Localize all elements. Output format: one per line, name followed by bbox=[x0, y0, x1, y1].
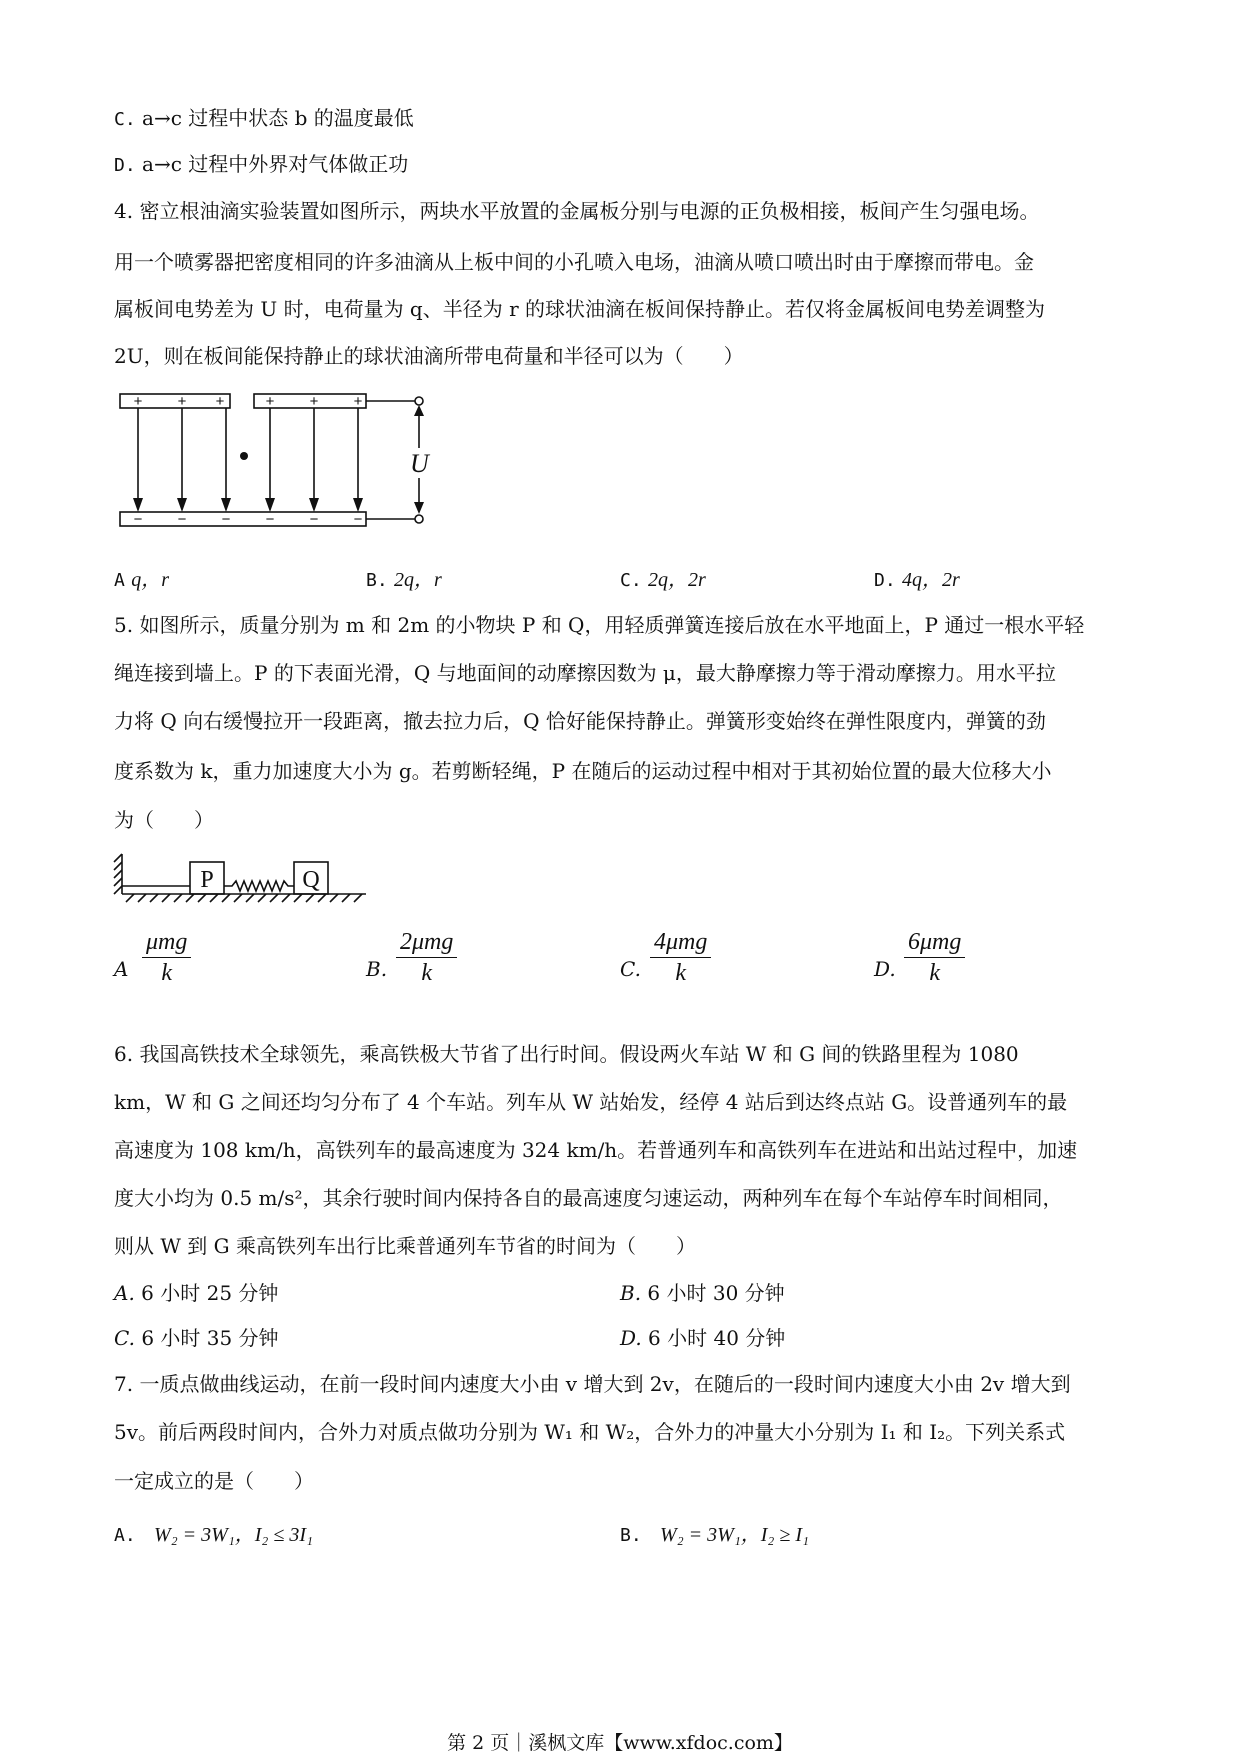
q6-option-c bbox=[114, 1324, 279, 1352]
oil-drop bbox=[240, 452, 248, 460]
q3-option-d bbox=[114, 150, 408, 180]
fraction-denominator: k bbox=[675, 960, 687, 986]
q6-stem-line-1: 6. 我国高铁技术全球领先，乘高铁极大节省了出行时间。假设两火车站 W 和 G 间的铁路里程为 1080 bbox=[114, 1042, 1019, 1066]
minus-sign: − bbox=[221, 511, 231, 528]
plus-sign: + bbox=[215, 393, 225, 410]
fraction-denominator: k bbox=[161, 960, 173, 986]
option-label: C. bbox=[114, 109, 136, 130]
minus-sign: − bbox=[353, 511, 363, 528]
plus-sign: + bbox=[353, 393, 363, 410]
q4-option-a bbox=[114, 565, 169, 595]
q4-stem-line-1: 4. 密立根油滴实验装置如图所示，两块水平放置的金属板分别与电源的正负极相接，板间产生匀强电场。 bbox=[114, 199, 1040, 223]
q4-option-d bbox=[874, 565, 960, 595]
q5-stem-line-1: 5. 如图所示，质量分别为 m 和 2m 的小物块 P 和 Q，用轻质弹簧连接后放在水平地面上，P 通过一根水平轻 bbox=[114, 613, 1085, 637]
q4-stem-line-2: 用一个喷雾器把密度相同的许多油滴从上板中间的小孔喷入电场，油滴从喷口喷出时由于摩擦而带电。金 bbox=[114, 250, 1034, 274]
minus-sign: − bbox=[309, 511, 319, 528]
q6-stem-line-3: 高速度为 108 km/h，高铁列车的最高速度为 324 km/h。若普通列车和高铁列车在进站和出站过程中，加速 bbox=[114, 1138, 1078, 1162]
option-label: C. bbox=[620, 957, 641, 981]
voltage-label: U bbox=[410, 449, 429, 478]
q5-stem-line-5: 为（ ） bbox=[114, 808, 214, 832]
fraction-denominator: k bbox=[929, 960, 941, 986]
q5-option-d bbox=[874, 955, 896, 983]
spring-blocks-figure bbox=[112, 850, 372, 906]
plus-sign: + bbox=[309, 393, 319, 410]
option-label: A bbox=[114, 957, 129, 981]
plus-sign: + bbox=[177, 393, 187, 410]
fraction-denominator: k bbox=[421, 960, 433, 986]
q4-option-c bbox=[620, 565, 706, 595]
option-text: 4q，2r bbox=[902, 569, 960, 591]
q5-option-a bbox=[114, 955, 128, 983]
minus-sign: − bbox=[177, 511, 187, 528]
fraction-numerator: 2μmg bbox=[396, 927, 457, 958]
q4-stem-line-4: 2U，则在板间能保持静止的球状油滴所带电荷量和半径可以为（ ） bbox=[114, 344, 744, 368]
page-footer: 第 2 页｜溪枫文库【www.xfdoc.com】 bbox=[447, 1732, 793, 1754]
q5-fraction-b bbox=[396, 927, 457, 988]
q6-stem-line-2: km，W 和 G 之间还均匀分布了 4 个车站。列车从 W 站始发，经停 4 站后到达终点站 G。设普通列车的最 bbox=[114, 1090, 1068, 1114]
q5-stem-line-4: 度系数为 k，重力加速度大小为 g。若剪断轻绳，P 在随后的运动过程中相对于其初始位置的最大位移大小 bbox=[114, 759, 1052, 783]
q5-stem-line-3: 力将 Q 向右缓慢拉开一段距离，撤去拉力后，Q 恰好能保持静止。弹簧形变始终在弹性限度内，弹簧的劲 bbox=[114, 709, 1046, 733]
minus-sign: − bbox=[265, 511, 275, 528]
option-label: A bbox=[114, 570, 125, 591]
option-text: 6 小时 35 分钟 bbox=[141, 1326, 279, 1350]
terminal-negative bbox=[415, 515, 423, 523]
field-lines bbox=[138, 408, 358, 500]
q6-option-d bbox=[620, 1324, 785, 1352]
q4-stem-line-3: 属板间电势差为 U 时，电荷量为 q、半径为 r 的球状油滴在板间保持静止。若仅将金属板间电势差调整为 bbox=[114, 297, 1046, 321]
minus-sign: − bbox=[133, 511, 143, 528]
q7-stem-line-1: 7. 一质点做曲线运动，在前一段时间内速度大小由 v 增大到 2v，在随后的一段时间内速度大小由 2v 增大到 bbox=[114, 1372, 1071, 1396]
option-text: 6 小时 40 分钟 bbox=[648, 1326, 786, 1350]
q7-stem-line-3: 一定成立的是（ ） bbox=[114, 1469, 314, 1493]
q5-stem-line-2: 绳连接到墙上。P 的下表面光滑，Q 与地面间的动摩擦因数为 μ，最大静摩擦力等于滑动摩擦力。用水平拉 bbox=[114, 661, 1056, 685]
spring bbox=[224, 881, 294, 891]
q5-option-c bbox=[620, 955, 641, 983]
option-text: 6 小时 30 分钟 bbox=[647, 1281, 785, 1305]
option-label: D. bbox=[874, 570, 896, 591]
q5-fraction-a bbox=[142, 927, 191, 988]
fraction-numerator: 4μmg bbox=[650, 927, 711, 958]
block-q-label: Q bbox=[302, 867, 320, 893]
q6-option-a bbox=[114, 1279, 278, 1307]
q6-option-b bbox=[620, 1279, 785, 1307]
option-text: W₂ = 3W₁，I₂ ≥ I₁ bbox=[660, 1524, 809, 1546]
option-text: a→c 过程中状态 b 的温度最低 bbox=[142, 106, 414, 130]
fraction-numerator: 6μmg bbox=[904, 927, 965, 958]
option-label: D. bbox=[874, 957, 896, 981]
ground-hatching bbox=[126, 894, 362, 902]
q7-option-b bbox=[620, 1520, 809, 1550]
option-label: B. bbox=[366, 570, 388, 591]
block-p-label: P bbox=[200, 867, 214, 893]
option-label: B. bbox=[620, 1525, 642, 1546]
option-text: q，r bbox=[131, 569, 169, 591]
option-label: C. bbox=[620, 570, 642, 591]
option-label: C. bbox=[114, 1326, 135, 1350]
q5-option-b bbox=[366, 955, 387, 983]
option-label: B. bbox=[366, 957, 388, 981]
option-label: A. bbox=[114, 1525, 136, 1546]
q7-stem-line-2: 5v。前后两段时间内，合外力对质点做功分别为 W₁ 和 W₂，合外力的冲量大小分别为 I₁ 和 I₂。下列关系式 bbox=[114, 1420, 1066, 1444]
option-text: 2q，2r bbox=[648, 569, 706, 591]
option-label: B. bbox=[620, 1281, 642, 1305]
q4-option-b bbox=[366, 565, 442, 595]
option-label: D. bbox=[620, 1326, 642, 1350]
q5-fraction-d bbox=[904, 927, 965, 988]
bottom-plate bbox=[120, 512, 366, 526]
option-text: W₂ = 3W₁，I₂ ≤ 3I₁ bbox=[154, 1524, 313, 1546]
q6-stem-line-5: 则从 W 到 G 乘高铁列车出行比乘普通列车节省的时间为（ ） bbox=[114, 1234, 696, 1258]
option-text: 6 小时 25 分钟 bbox=[141, 1281, 279, 1305]
q6-stem-line-4: 度大小均为 0.5 m/s²，其余行驶时间内保持各自的最高速度匀速运动，两种列车在每个车站停车时间相同， bbox=[114, 1186, 1063, 1210]
option-text: a→c 过程中外界对气体做正功 bbox=[142, 152, 409, 176]
q3-option-c bbox=[114, 104, 414, 134]
fraction-numerator: μmg bbox=[142, 927, 191, 958]
plus-sign: + bbox=[265, 393, 275, 410]
option-label: A. bbox=[114, 1281, 135, 1305]
millikan-apparatus-figure bbox=[112, 388, 442, 538]
q7-option-a bbox=[114, 1520, 313, 1550]
q5-fraction-c bbox=[650, 927, 711, 988]
plus-sign: + bbox=[133, 393, 143, 410]
terminal-positive bbox=[415, 397, 423, 405]
option-text: 2q，r bbox=[394, 569, 442, 591]
option-label: D. bbox=[114, 155, 136, 176]
